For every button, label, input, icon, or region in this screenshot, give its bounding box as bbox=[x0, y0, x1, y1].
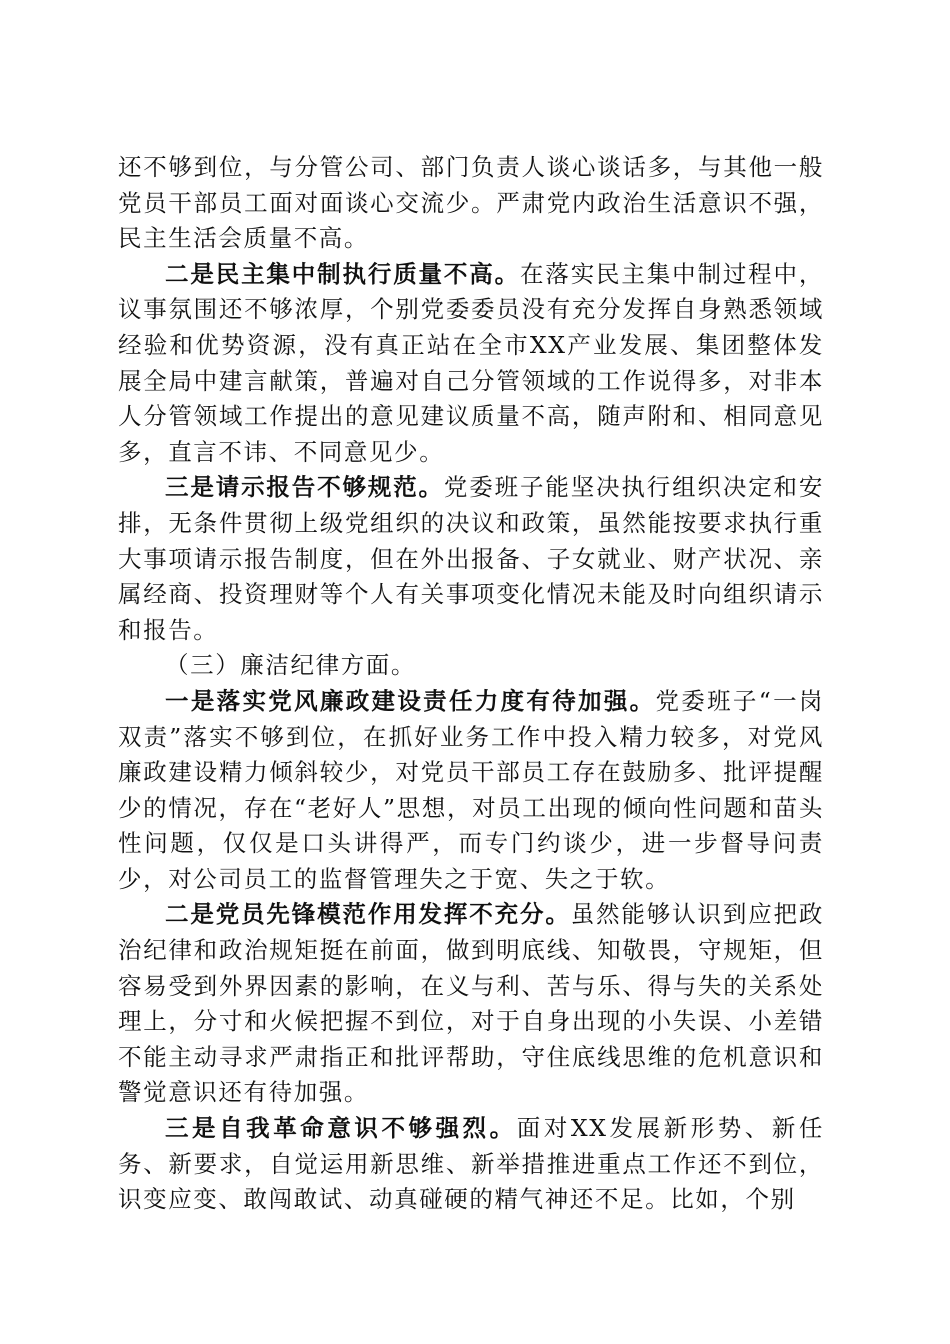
paragraph-2 bbox=[118, 257, 824, 471]
paragraph-6-body: 虽然能够认识到应把政治纪律和政治规矩挺在前面，做到明底线、知敬畏，守规矩，但容易受到外界因素的影响，在义与利、苦与乐、得与失的关系处理上，分寸和火候把握不到位，对于自身出现的小失误、小差错不能主动寻求严肃指正和批评帮助，守住底线思维的危机意识和警觉意识还有待加强。 bbox=[118, 900, 825, 1107]
paragraph-6-lead: 二是党员先锋模范作用发挥不充分。 bbox=[165, 900, 571, 929]
document-body bbox=[118, 150, 824, 1218]
paragraph-7-body: 面对XX发展新形势、新任务、新要求，自觉运用新思维、新举措推进重点工作还不到位，识变应变、敢闯敢试、动真碰硬的精气神还不足。比如，个别 bbox=[118, 1114, 824, 1214]
section-heading-text: （三）廉洁纪律方面。 bbox=[165, 651, 416, 680]
paragraph-2-body: 在落实民主集中制过程中，议事氛围还不够浓厚，个别党委委员没有充分发挥自身熟悉领域经验和优势资源，没有真正站在全市XX产业发展、集团整体发展全局中建言献策，普遍对自己分管领域的工作说得多，对非本人分管领域工作提出的意见建议质量不高，随声附和、相同意见多，直言不讳、不同意见少。 bbox=[118, 259, 824, 466]
paragraph-1-body: 还不够到位，与分管公司、部门负责人谈心谈话多，与其他一般党员干部员工面对面谈心交流少。严肃党内政治生活意识不强，民主生活会质量不高。 bbox=[118, 153, 824, 253]
paragraph-3-body: 党委班子能坚决执行组织决定和安排，无条件贯彻上级党组织的决议和政策，虽然能按要求执行重大事项请示报告制度，但在外出报备、子女就业、财产状况、亲属经商、投资理财等个人有关事项变化情况未能及时向组织请示和报告。 bbox=[118, 473, 825, 644]
paragraph-7-lead: 三是自我革命意识不够强烈。 bbox=[165, 1114, 517, 1143]
paragraph-7 bbox=[118, 1111, 824, 1218]
paragraph-3 bbox=[118, 470, 824, 648]
paragraph-6 bbox=[118, 897, 824, 1111]
paragraph-3-lead: 三是请示报告不够规范。 bbox=[165, 473, 444, 502]
paragraph-5 bbox=[118, 684, 824, 898]
paragraph-2-lead: 二是民主集中制执行质量不高。 bbox=[165, 259, 520, 288]
section-heading-integrity bbox=[118, 648, 824, 684]
paragraph-5-lead: 一是落实党风廉政建设责任力度有待加强。 bbox=[165, 686, 656, 715]
paragraph-5-body: 党委班子“一岗双责”落实不够到位，在抓好业务工作中投入精力较多，对党风廉政建设精力倾斜较少，对党员干部员工存在鼓励多、批评提醒少的情况，存在“老好人”思想，对员工出现的倾向性问题和苗头性问题，仅仅是口头讲得严，而专门约谈少，进一步督导问责少，对公司员工的监督管理失之于宽、失之于软。 bbox=[118, 686, 824, 893]
paragraph-1 bbox=[118, 150, 824, 257]
